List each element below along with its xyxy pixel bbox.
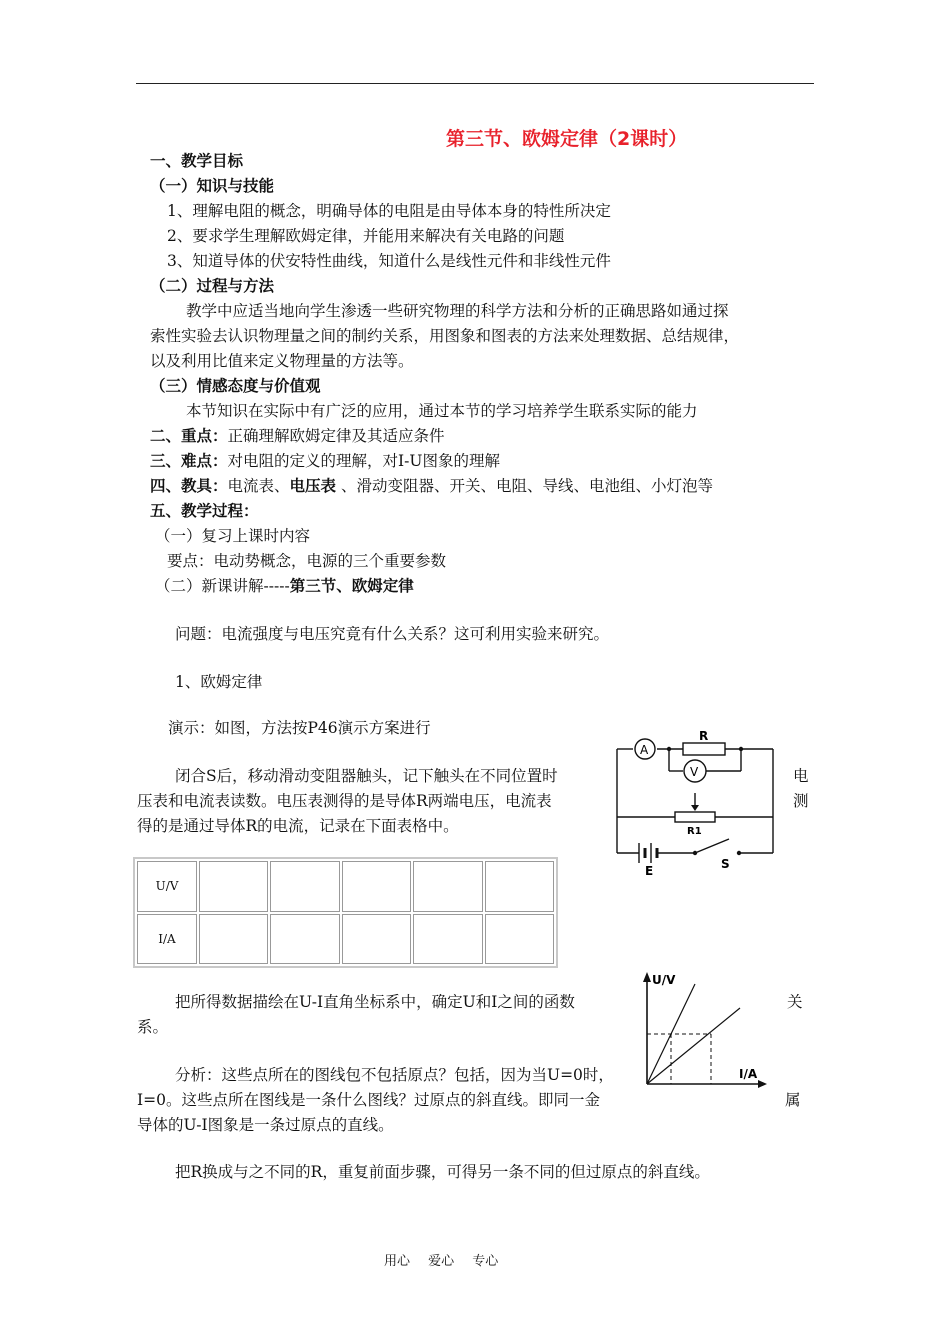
rheostat-symbol [675,812,715,822]
equipment-voltmeter: 电压表 [289,477,337,495]
review-heading: （一）复习上课时内容 [155,527,311,545]
table-cell [485,914,554,965]
equipment-ammeter: 电流表、 [227,477,290,495]
graph-y-label: U/V [652,973,676,987]
analysis-line-2-end: 属 [785,1091,801,1109]
question-text: 问题：电流强度与电压究竟有什么关系？这可利用实验来研究。 [175,625,610,643]
new-lesson-title: 第三节、欧姆定律 [289,577,414,595]
graph-line-shallow [647,1008,740,1084]
subsection-attitude: （三）情感态度与价值观 [150,377,321,395]
table-cell [199,914,268,965]
table-cell [199,861,268,912]
process-paragraph-line-3: 以及利用比值来定义物理量的方法等。 [150,352,414,370]
review-points: 要点：电动势概念，电源的三个重要参数 [167,552,447,570]
experiment-line-1: 闭合S后，移动滑动变阻器触头，记下触头在不同位置时 [175,767,558,785]
equipment-heading: 四、教具： [150,477,228,495]
resistor-label: R [699,729,709,743]
analysis-line-1: 分析：这些点所在的图线包不包括原点？包括，因为当U=0时， [175,1066,614,1084]
plot-text-line-1-end: 关 [787,993,803,1011]
ohms-law-heading: 1、欧姆定律 [175,673,263,691]
battery-label: E [645,864,654,875]
key-points-text: 正确理解欧姆定律及其适应条件 [227,427,445,445]
new-lesson-line [155,577,414,595]
header-rule [136,83,814,84]
section-process: 五、教学过程： [150,502,259,520]
attitude-paragraph: 本节知识在实际中有广泛的应用，通过本节的学习培养学生联系实际的能力 [186,402,698,420]
experiment-line-1-end: 电 [793,767,809,785]
resistor-symbol [683,743,725,755]
ammeter-label: A [640,743,649,757]
table-row [137,914,554,965]
equipment-line [150,477,713,495]
table-cell [270,861,339,912]
table-cell [485,861,554,912]
equipment-rest: 、滑动变阻器、开关、电阻、导线、电池组、小灯泡等 [336,477,713,495]
analysis-line-2: I=0。这些点所在图线是一条什么图线？过原点的斜直线。即同一金 [137,1091,600,1109]
data-table [133,857,558,968]
rheostat-label: R1 [687,826,702,837]
plot-text-line-2: 系。 [137,1018,169,1036]
ui-graph [635,968,770,1088]
analysis-line-3: 导体的U-I图象是一条过原点的直线。 [137,1116,394,1134]
final-paragraph: 把R换成与之不同的R，重复前面步骤，可得另一条不同的但过原点的斜直线。 [175,1163,710,1181]
subsection-process: （二）过程与方法 [150,277,275,295]
experiment-line-2: 压表和电流表读数。电压表测得的是导体R两端电压，电流表 [137,792,552,810]
table-cell [413,861,482,912]
new-lesson-label: （二）新课讲解----- [155,577,290,595]
row-header-voltage: U/V [137,861,197,912]
table-cell [342,861,411,912]
section-teaching-goals: 一、教学目标 [150,152,244,170]
table-cell [270,914,339,965]
page-footer: 用心 爱心 专心 [384,1254,499,1269]
table-cell [413,914,482,965]
goal-item-1: 1、理解电阻的概念，明确导体的电阻是由导体本身的特性所决定 [167,202,611,220]
process-paragraph-line-1: 教学中应适当地向学生渗透一些研究物理的科学方法和分析的正确思路如通过探 [186,302,729,320]
process-paragraph-line-2: 索性实验去认识物理量之间的制约关系，用图象和图表的方法来处理数据、总结规律， [150,327,740,345]
switch-label: S [721,857,730,871]
switch-symbol [693,851,697,855]
goal-item-2: 2、要求学生理解欧姆定律，并能用来解决有关电路的问题 [167,227,565,245]
table-cell [342,914,411,965]
graph-x-label: I/A [739,1067,758,1081]
key-points-line [150,427,445,445]
difficulty-heading: 三、难点： [150,452,228,470]
goal-item-3: 3、知道导体的伏安特性曲线，知道什么是线性元件和非线性元件 [167,252,611,270]
difficulty-line [150,452,500,470]
voltmeter-label: V [690,765,699,779]
experiment-line-3: 得的是通过导体R的电流，记录在下面表格中。 [137,817,459,835]
demo-text: 演示：如图，方法按P46演示方案进行 [168,719,431,737]
circuit-diagram [605,725,785,875]
page-title: 第三节、欧姆定律（2课时） [446,128,688,150]
table-row [137,861,554,912]
experiment-line-2-end: 测 [793,792,809,810]
key-points-heading: 二、重点： [150,427,228,445]
subsection-knowledge: （一）知识与技能 [150,177,275,195]
plot-text-line-1: 把所得数据描绘在U-I直角坐标系中，确定U和I之间的函数 [175,993,575,1011]
difficulty-text: 对电阻的定义的理解，对I-U图象的理解 [227,452,500,470]
row-header-current: I/A [137,914,197,965]
